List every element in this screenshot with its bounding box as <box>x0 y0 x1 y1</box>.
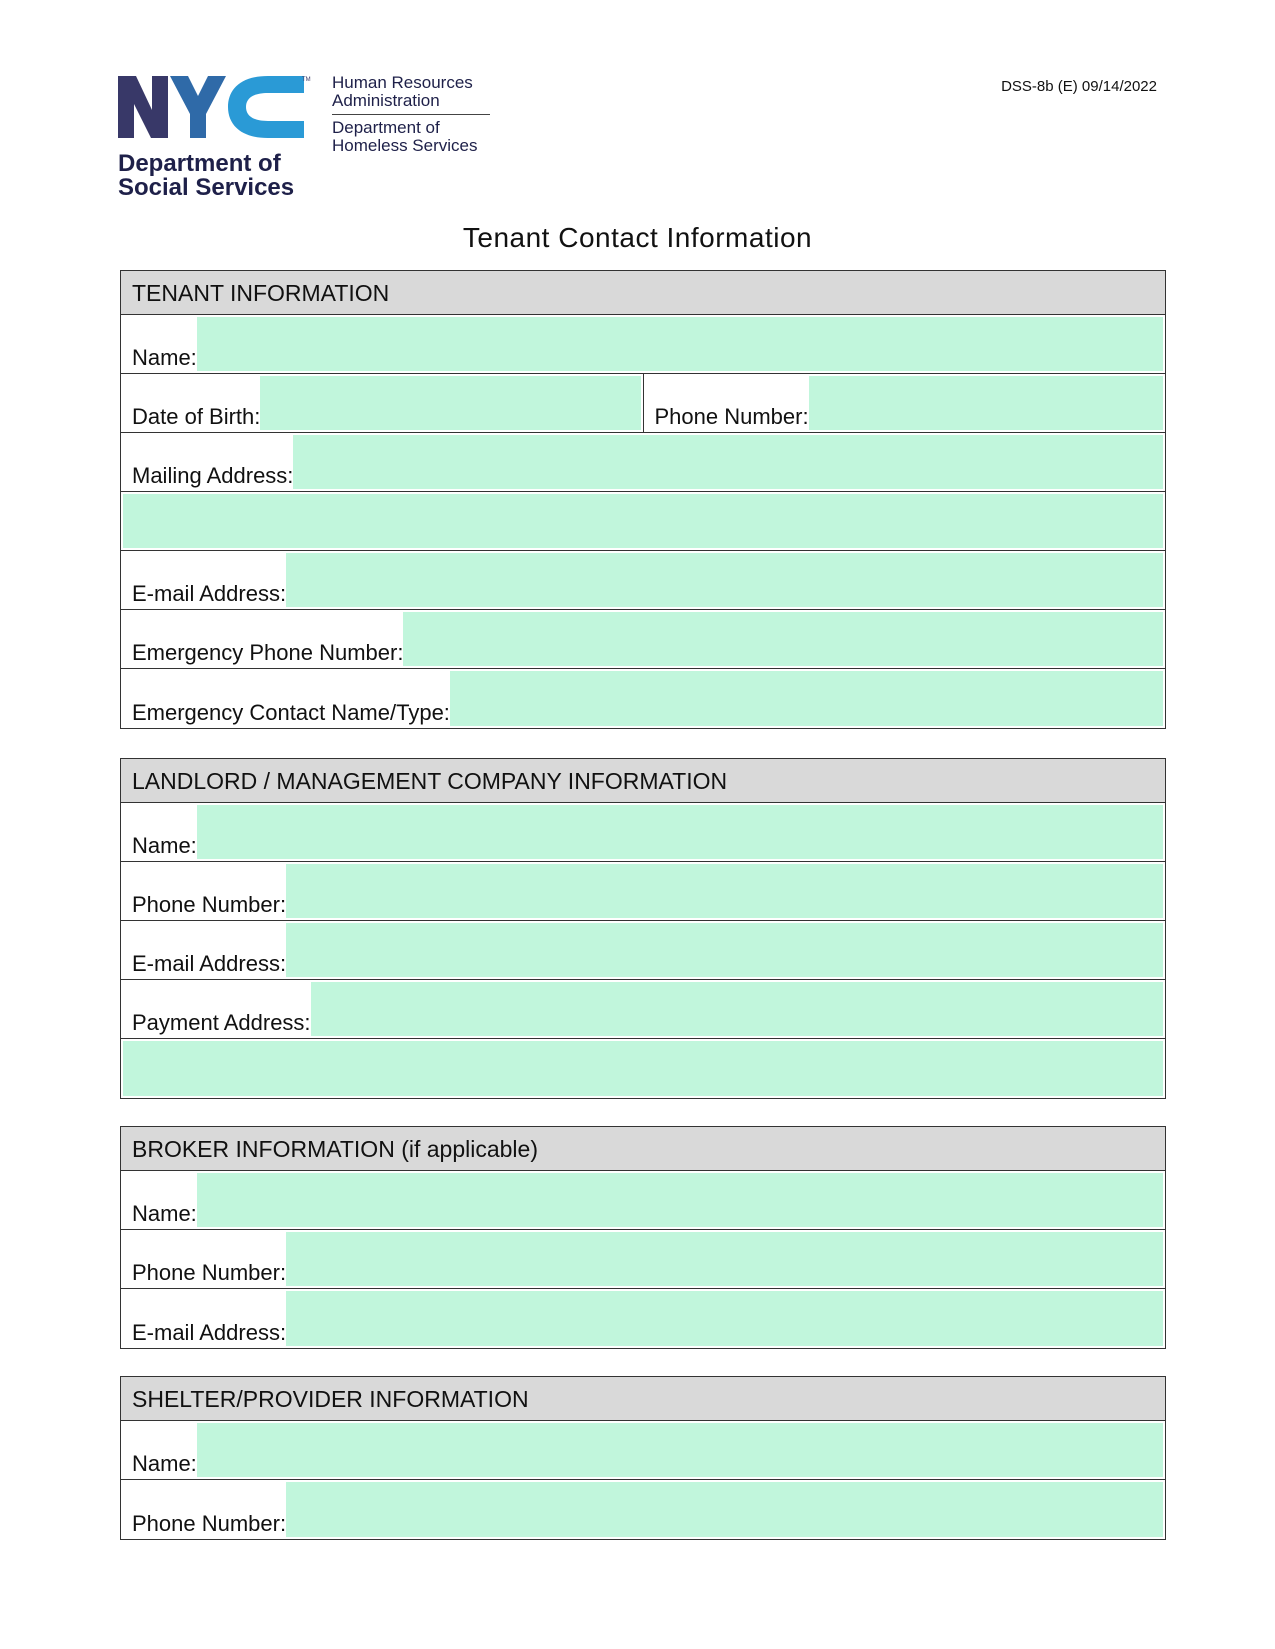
tenant-emergency-phone-field[interactable] <box>403 612 1163 666</box>
landlord-payment-address-line2-field[interactable] <box>123 1041 1163 1096</box>
field-label: Name: <box>132 345 197 370</box>
landlord-phone-field[interactable] <box>286 864 1163 918</box>
form-cell <box>121 1289 1165 1348</box>
field-label: Name: <box>132 833 197 858</box>
form-cell <box>643 374 1166 432</box>
form-cell <box>121 1230 1165 1288</box>
field-label: Payment Address: <box>132 1010 311 1035</box>
form-cell <box>121 551 1165 609</box>
form-cell <box>121 1171 1165 1229</box>
section-header: TENANT INFORMATION <box>121 271 1165 315</box>
form-row <box>121 1171 1165 1230</box>
section-header: SHELTER/PROVIDER INFORMATION <box>121 1377 1165 1421</box>
form-row <box>121 1480 1165 1539</box>
form-row <box>121 921 1165 980</box>
form-cell <box>121 803 1165 861</box>
field-label: E-mail Address: <box>132 1320 287 1345</box>
field-label: Date of Birth: <box>132 404 261 429</box>
form-cell <box>121 610 1165 668</box>
form-id: DSS-8b (E) 09/14/2022 <box>1001 78 1157 95</box>
section-header: LANDLORD / MANAGEMENT COMPANY INFORMATION <box>121 759 1165 803</box>
form-row <box>121 610 1165 669</box>
tenant-mailing-address-field[interactable] <box>293 435 1163 489</box>
form-row <box>121 374 1165 433</box>
form-row <box>121 315 1165 374</box>
form-cell <box>121 315 1165 373</box>
form-cell <box>121 1421 1165 1479</box>
form-cell <box>121 374 643 432</box>
tenant-phone-field[interactable] <box>809 376 1163 430</box>
agency-dhs-line: Homeless Services <box>332 136 478 155</box>
field-label: Mailing Address: <box>132 463 294 488</box>
form-row <box>121 1289 1165 1348</box>
agency-dhs-line: Department of <box>332 118 440 137</box>
form-cell <box>121 669 1165 728</box>
broker-email-field[interactable] <box>286 1291 1163 1346</box>
agency-hra-line: Administration <box>332 91 440 110</box>
tenant-email-field[interactable] <box>286 553 1163 607</box>
page-title: Tenant Contact Information <box>462 222 813 253</box>
field-label: Phone Number: <box>132 1511 287 1536</box>
field-label: Emergency Contact Name/Type: <box>132 700 450 725</box>
shelter-name-field[interactable] <box>197 1423 1163 1477</box>
form-cell <box>121 980 1165 1038</box>
svg-text:TM: TM <box>302 77 311 83</box>
field-label: Name: <box>132 1451 197 1476</box>
field-label: E-mail Address: <box>132 581 287 606</box>
form-row <box>121 1421 1165 1480</box>
form-row <box>121 803 1165 862</box>
form-cell <box>121 1039 1165 1098</box>
field-label: Emergency Phone Number: <box>132 640 404 665</box>
agency-hra-line: Human Resources <box>332 73 473 92</box>
tenant-mailing-address-line2-field[interactable] <box>123 494 1163 548</box>
tenant-section <box>120 270 1166 729</box>
section-header: BROKER INFORMATION (if applicable) <box>121 1127 1165 1171</box>
landlord-section <box>120 758 1166 1099</box>
form-row <box>121 433 1165 492</box>
form-row <box>121 492 1165 551</box>
form-row <box>121 669 1165 728</box>
landlord-email-field[interactable] <box>286 923 1163 977</box>
agency-divider <box>332 114 490 115</box>
landlord-payment-address-field[interactable] <box>311 982 1163 1036</box>
field-label: Name: <box>132 1201 197 1226</box>
logo-department-name <box>118 152 294 200</box>
form-row <box>121 1039 1165 1098</box>
form-row <box>121 1230 1165 1289</box>
field-label: E-mail Address: <box>132 951 287 976</box>
broker-name-field[interactable] <box>197 1173 1163 1227</box>
nyc-logo-icon <box>118 74 318 144</box>
logo-agencies <box>332 74 492 155</box>
form-cell <box>121 921 1165 979</box>
form-cell <box>121 492 1165 550</box>
field-label: Phone Number: <box>654 404 809 429</box>
form-row <box>121 862 1165 921</box>
tenant-emergency-contact-field[interactable] <box>450 671 1163 726</box>
landlord-name-field[interactable] <box>197 805 1163 859</box>
broker-phone-field[interactable] <box>286 1232 1163 1286</box>
form-row <box>121 980 1165 1039</box>
field-label: Phone Number: <box>132 892 287 917</box>
tenant-name-field[interactable] <box>197 317 1163 371</box>
logo-department-line: Social Services <box>118 174 295 201</box>
shelter-section <box>120 1376 1166 1540</box>
tenant-dob-field[interactable] <box>260 376 640 430</box>
form-cell <box>121 862 1165 920</box>
field-label: Phone Number: <box>132 1260 287 1285</box>
broker-section <box>120 1126 1166 1349</box>
form-cell <box>121 1480 1165 1539</box>
form-cell <box>121 433 1165 491</box>
dss-logo <box>118 74 498 204</box>
logo-department-line: Department of <box>118 150 281 177</box>
shelter-phone-field[interactable] <box>286 1482 1163 1537</box>
form-row <box>121 551 1165 610</box>
